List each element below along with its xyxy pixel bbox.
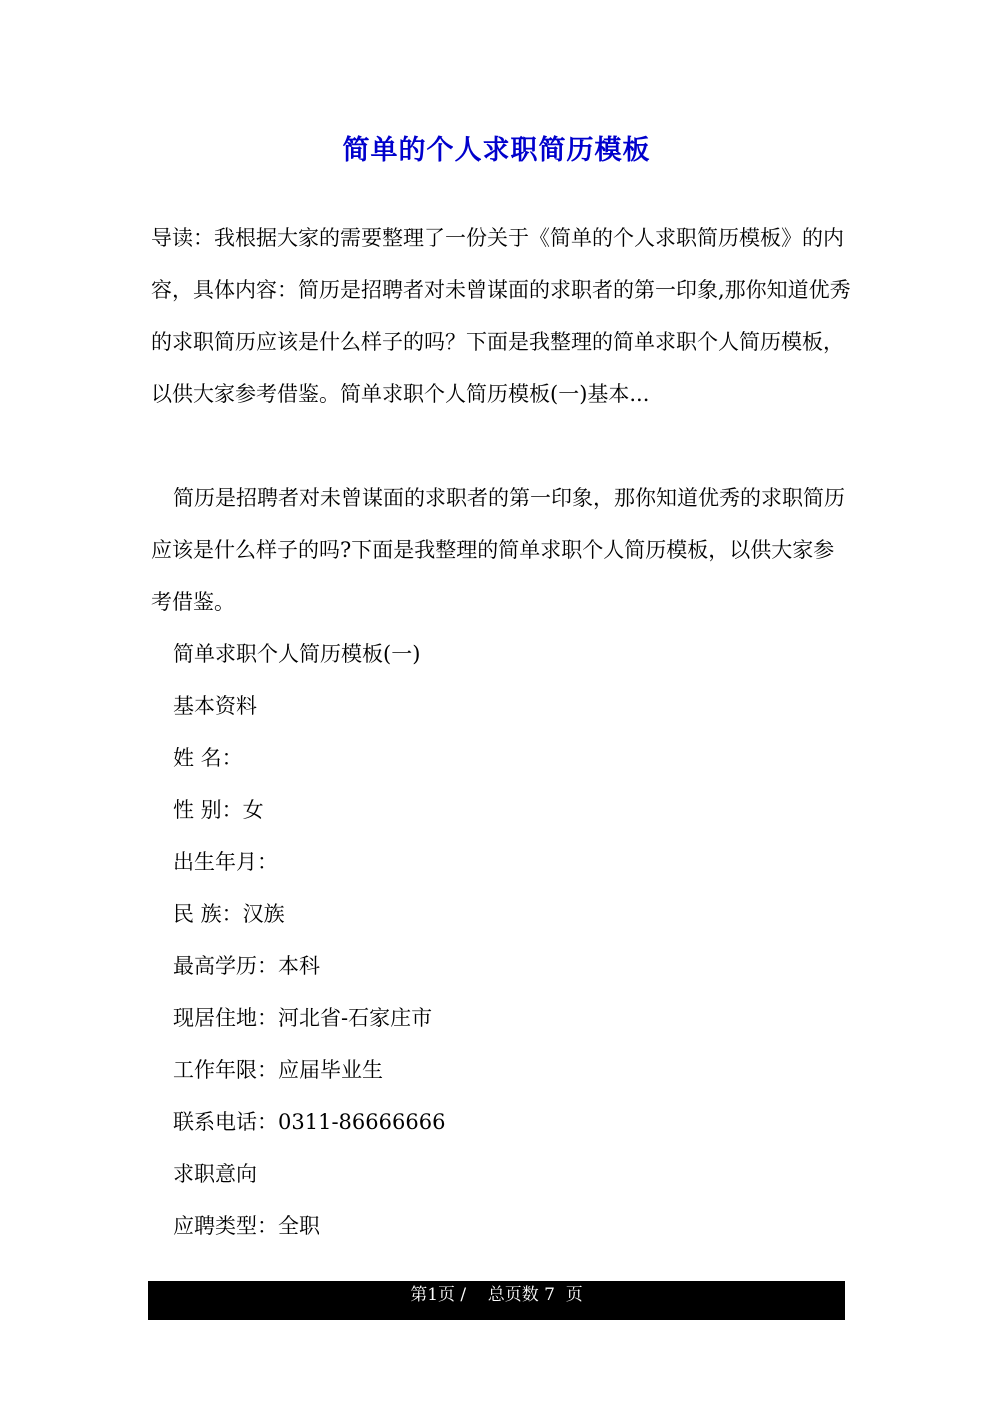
page-number: 第1页 / 总页数 7 页 [410, 1285, 583, 1305]
footer-bar [148, 1281, 845, 1320]
intro-paragraph: 导读：我根据大家的需要整理了一份关于《简单的个人求职简历模板》的内容，具体内容：简历是招聘者对未曾谋面的求职者的第一印象,那你知道优秀的求职简历应该是什么样子的吗？下面是我整理的简单求职个人简历模板，以供大家参考借鉴。简单求职个人简历模板(一)基本... [151, 226, 851, 406]
body-paragraph-text: 简历是招聘者对未曾谋面的求职者的第一印象，那你知道优秀的求职简历应该是什么样子的吗?下面是我整理的简单求职个人简历模板，以供大家参考借鉴。 [151, 486, 845, 614]
field-education: 最高学历：本科 [173, 954, 320, 978]
field-gender: 性 别：女 [173, 798, 264, 822]
field-job-type: 应聘类型：全职 [173, 1214, 320, 1238]
field-birth-date: 出生年月： [173, 850, 278, 874]
section-heading-template-one: 简单求职个人简历模板(一) [173, 642, 421, 666]
section-heading-job-intent: 求职意向 [173, 1162, 257, 1186]
section-heading-basic-info: 基本资料 [173, 694, 257, 718]
field-name: 姓 名： [173, 746, 243, 770]
field-ethnicity: 民 族：汉族 [173, 902, 285, 926]
body-paragraph [151, 472, 851, 628]
field-work-years: 工作年限：应届毕业生 [173, 1058, 383, 1082]
field-residence: 现居住地：河北省-石家庄市 [173, 1006, 433, 1030]
field-phone: 联系电话：0311-86666666 [173, 1110, 446, 1134]
document-title: 简单的个人求职简历模板 [342, 135, 651, 166]
